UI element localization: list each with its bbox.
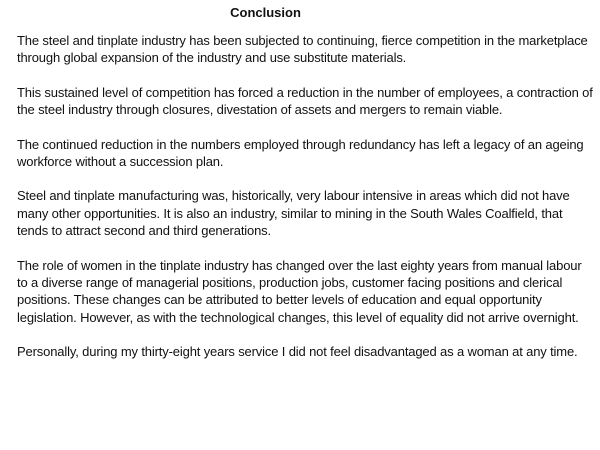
paragraph-labour-intensive: Steel and tinplate manufacturing was, historically, very labour intensive in areas which did not have many other opportunities. It is also an industry, similar to mining in the South Wales Coalfield, that tends to attract second and third generations. xyxy=(17,188,570,239)
paragraph-employee-reduction: This sustained level of competition has forced a reduction in the number of employees, a contraction of the steel industry through closures, divestation of assets and mergers to remain viable. xyxy=(17,84,593,118)
paragraph-personal-note: Personally, during my thirty-eight years service I did not feel disadvantaged as a woman at any time. xyxy=(17,344,578,360)
paragraph-ageing-workforce: The continued reduction in the numbers employed through redundancy has left a legacy of an ageing workforce without a succession plan. xyxy=(17,136,584,170)
paragraph-role-of-women: The role of women in the tinplate industry has changed over the last eighty years from manual labour to a diverse range of managerial positions, production jobs, customer facing positions and clerical positions. These changes can be attributed to better levels of education and equal opportunity legislation. However, as with the technological changes, this level of equality did not arrive overnight. xyxy=(17,257,582,325)
document-heading: Conclusion xyxy=(230,5,301,20)
paragraph-competition: The steel and tinplate industry has been subjected to continuing, fierce competition in the marketplace through global expansion of the industry and use substitute materials. xyxy=(17,33,588,66)
